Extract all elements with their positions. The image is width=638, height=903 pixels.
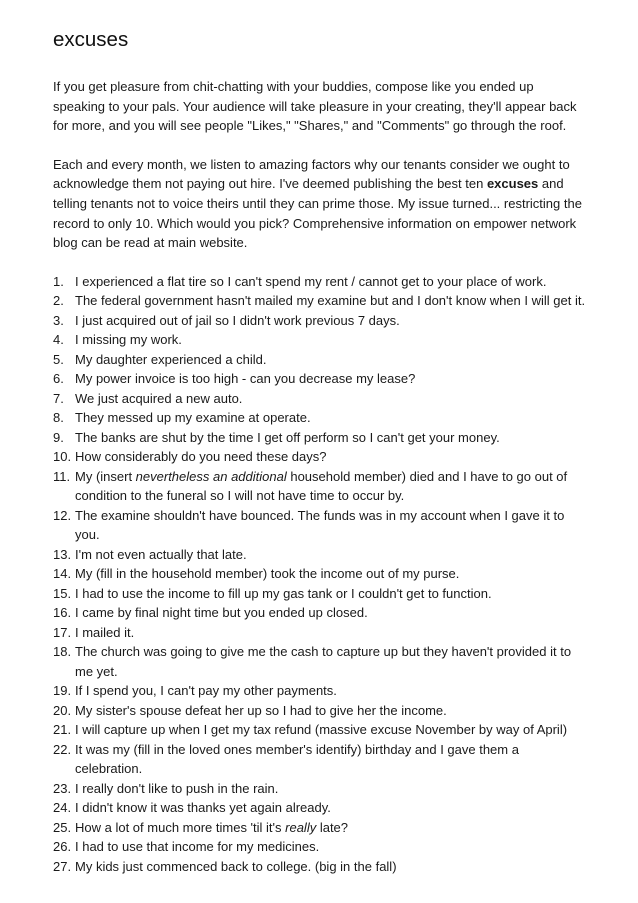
list-text: I will capture up when I get my tax refund (massive excuse November by way of April): [75, 722, 568, 738]
list-text: The federal government hasn't mailed my examine but and I don't know when I will get it.: [75, 293, 586, 309]
list-item: [53, 389, 588, 409]
list-number: 15.: [53, 585, 72, 601]
intro-paragraph: If you get pleasure from chit-chatting with your buddies, compose like you ended up speaking to your pals. Your audience will take pleasure in your creating, they'll appear back for more, and you will see people "Likes," "Shares," and "Comments" go through the roof.: [53, 79, 577, 134]
list-item: [53, 584, 588, 604]
list-text: I came by final night time but you ended up closed.: [75, 605, 368, 621]
list-item: [53, 330, 588, 350]
list-item: [53, 564, 588, 584]
list-number: 22.: [53, 741, 72, 757]
list-item: [53, 428, 588, 448]
bold-keyword: excuses: [486, 176, 539, 192]
list-text: I missing my work.: [75, 332, 182, 348]
list-text: I experienced a flat tire so I can't spend my rent / cannot get to your place of work.: [75, 273, 547, 289]
list-item: [53, 642, 588, 681]
list-item: [53, 623, 588, 643]
list-number: 14.: [53, 566, 72, 582]
list-item: [53, 369, 588, 389]
list-text: It was my (fill in the loved ones member's identify) birthday and I gave them a celebration.: [75, 741, 519, 777]
list-item: [53, 681, 588, 701]
list-item: [53, 408, 588, 428]
list-text: My (insert: [75, 468, 136, 484]
page-title: excuses: [53, 28, 129, 51]
list-item: [53, 857, 588, 877]
list-number: 5.: [53, 351, 64, 367]
list-item: [53, 545, 588, 565]
excuse-list: [53, 272, 588, 877]
list-number: 25.: [53, 819, 72, 835]
list-number: 17.: [53, 624, 72, 640]
list-item: [53, 506, 588, 545]
italic-text: really: [285, 819, 317, 835]
list-number: 1.: [53, 273, 64, 289]
list-number: 19.: [53, 683, 72, 699]
list-text: The banks are shut by the time I get off perform so I can't get your money.: [75, 429, 500, 445]
list-item: [53, 779, 588, 799]
list-text: I didn't know it was thanks yet again already.: [75, 800, 331, 816]
list-number: 23.: [53, 780, 72, 796]
list-number: 13.: [53, 546, 72, 562]
paragraph-text: Each and every month, we listen to amazing factors why our tenants consider we ought to acknowledge them not paying out hire. I've deemed publishing the best ten: [53, 156, 570, 192]
list-item: [53, 603, 588, 623]
list-number: 9.: [53, 429, 64, 445]
list-item: [53, 818, 588, 838]
list-number: 20.: [53, 702, 72, 718]
list-number: 21.: [53, 722, 72, 738]
list-text: household member) died and I have to go out of condition to the funeral so I will not have time to occur by.: [75, 468, 568, 504]
list-number: 10.: [53, 449, 72, 465]
list-text: My sister's spouse defeat her up so I had to give her the income.: [75, 702, 447, 718]
paragraph-text: and telling tenants not to voice theirs until they can prime those. My issue turned... restricting the record to only 10. Which would you pick? Comprehensive information on empower network blog can be read at main website.: [53, 176, 582, 251]
list-item: [53, 798, 588, 818]
list-number: 6.: [53, 371, 64, 387]
list-number: 3.: [53, 312, 64, 328]
list-number: 2.: [53, 293, 64, 309]
list-text: late?: [316, 819, 349, 835]
list-text: If I spend you, I can't pay my other payments.: [75, 683, 337, 699]
list-number: 24.: [53, 800, 72, 816]
list-text: I'm not even actually that late.: [75, 546, 247, 562]
list-number: 11.: [53, 468, 71, 484]
list-number: 12.: [53, 507, 72, 523]
italic-text: nevertheless an additional: [135, 468, 287, 484]
list-text: My daughter experienced a child.: [75, 351, 267, 367]
list-text: I mailed it.: [75, 624, 135, 640]
list-number: 27.: [53, 858, 72, 874]
list-item: [53, 720, 588, 740]
list-text: I just acquired out of jail so I didn't work previous 7 days.: [75, 312, 400, 328]
list-text: I really don't like to push in the rain.: [75, 780, 279, 796]
second-paragraph: [53, 155, 588, 253]
list-number: 4.: [53, 332, 64, 348]
list-item: [53, 837, 588, 857]
list-text: My kids just commenced back to college. (big in the fall): [75, 858, 397, 874]
list-text: The church was going to give me the cash to capture up but they haven't provided it to me yet.: [75, 644, 572, 679]
list-text: How a lot of much more times 'til it's: [75, 819, 286, 835]
list-text: The examine shouldn't have bounced. The funds was in my account when I gave it to you.: [75, 507, 565, 543]
list-number: 16.: [53, 605, 72, 621]
list-text: My (fill in the household member) took the income out of my purse.: [75, 566, 460, 582]
list-number: 18.: [53, 644, 72, 660]
list-number: 26.: [53, 839, 72, 855]
list-text: How considerably do you need these days?: [75, 449, 327, 465]
list-number: 8.: [53, 410, 64, 426]
list-number: 7.: [53, 390, 64, 406]
list-item: [53, 701, 588, 721]
list-text: I had to use the income to fill up my gas tank or I couldn't get to function.: [75, 585, 492, 601]
list-text: They messed up my examine at operate.: [75, 410, 311, 426]
list-item: [53, 291, 588, 311]
list-text: I had to use that income for my medicines.: [75, 839, 320, 855]
list-text: My power invoice is too high - can you decrease my lease?: [75, 371, 416, 387]
list-text: We just acquired a new auto.: [75, 390, 243, 406]
list-item: [53, 740, 588, 779]
list-item: [53, 467, 588, 506]
list-item: [53, 272, 588, 292]
list-item: [53, 447, 588, 467]
list-item: [53, 311, 588, 331]
list-item: [53, 350, 588, 370]
